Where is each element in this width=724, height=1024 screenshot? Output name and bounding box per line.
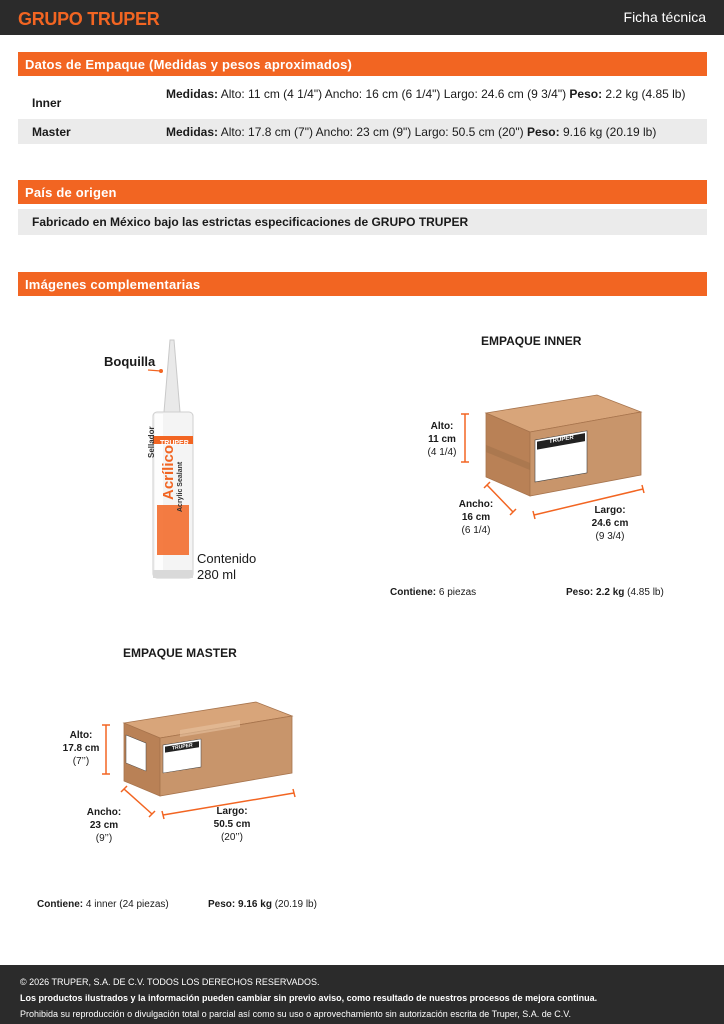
inner-alto-cm: 11 cm (428, 434, 456, 445)
inner-peso-label: Peso: 2.2 kg (566, 587, 625, 598)
boquilla-label: Boquilla (104, 354, 156, 369)
inner-alto-label: Alto: (430, 421, 454, 432)
inner-contiene-value: 6 piezas (436, 587, 477, 598)
master-alto-in: (7’’) (72, 756, 90, 767)
peso-label: Peso: (569, 87, 603, 101)
inner-largo-in: (9 3/4) (595, 531, 625, 542)
medidas-value: Alto: 17.8 cm (7") Ancho: 23 cm (9") Largo: 50.5 cm (20") (218, 124, 527, 139)
master-largo-in: (20’’) (220, 832, 244, 843)
master-peso-label: Peso: 9.16 kg (208, 899, 272, 910)
footer-notice: Los productos ilustrados y la información pueden cambiar sin previo aviso, como resultado de nuestros procesos de mejora continua. (20, 993, 598, 1003)
inner-largo-label: Largo: (594, 505, 626, 516)
master-box-brand: TRUPER (172, 742, 193, 752)
cartridge-text-3: Acrylic Sealant (177, 461, 184, 512)
packaging-section-title: Datos de Empaque (Medidas y pesos aproximados) (18, 52, 707, 76)
inner-ancho-in: (6 1/4) (461, 525, 491, 536)
footer-copyright: © 2026 TRUPER, S.A. DE C.V. TODOS LOS DERECHOS RESERVADOS. (20, 977, 320, 987)
document-type: Ficha técnica (623, 9, 706, 25)
contenido-label: Contenido (197, 551, 257, 566)
cartridge-text-1: Sellador (147, 426, 156, 458)
images-section-title: Imágenes complementarias (18, 272, 707, 296)
cartridge-text-2: Acrílico (160, 444, 177, 500)
master-contiene-label: Contiene: (37, 899, 84, 910)
inner-ancho-cm: 16 cm (461, 512, 491, 523)
contenido-value: 280 ml (197, 567, 237, 582)
master-alto-cm: 17.8 cm (62, 743, 100, 754)
master-peso (208, 899, 317, 910)
row-label: Master (32, 124, 71, 139)
inner-peso-value: (4.85 lb) (624, 587, 664, 598)
footer (0, 965, 724, 1024)
master-ancho-cm: 23 cm (89, 820, 119, 831)
row-label: Inner (32, 96, 62, 110)
master-ancho (80, 806, 128, 845)
peso-value: 9.16 kg (20.19 lb) (559, 124, 657, 139)
inner-largo-cm: 24.6 cm (591, 518, 629, 529)
master-peso-value: (20.19 lb) (271, 899, 317, 910)
master-largo-label: Largo: (216, 806, 248, 817)
master-largo-cm: 50.5 cm (213, 819, 251, 830)
peso-label: Peso: (526, 124, 560, 139)
medidas-value: Alto: 11 cm (4 1/4") Ancho: 16 cm (6 1/4") Largo: 24.6 cm (9 3/4") (218, 87, 570, 101)
medidas-label: Medidas: (166, 124, 219, 139)
inner-box-brand: TRUPER (549, 434, 574, 446)
inner-contiene-label: Contiene: (390, 587, 437, 598)
peso-value: 2.2 kg (4.85 lb) (602, 87, 686, 101)
cartridge-brand: TRUPER (160, 440, 189, 447)
inner-title: EMPAQUE INNER (481, 334, 582, 348)
inner-alto-in: (4 1/4) (427, 447, 457, 458)
master-title: EMPAQUE MASTER (123, 646, 237, 660)
brand-logo: GRUPO TRUPER (18, 9, 160, 29)
master-alto (56, 729, 106, 768)
footer-legal: Prohibida su reproducción o divulgación total o parcial así como su uso o aprovechamiento sin autorización escrita de Truper, S.A. de C.V. (20, 1009, 571, 1019)
master-ancho-label: Ancho: (86, 807, 122, 818)
origin-text: Fabricado en México bajo las estrictas especificaciones de GRUPO TRUPER (18, 209, 707, 235)
master-ancho-in: (9’’) (95, 833, 113, 844)
origin-section-title: País de origen (18, 180, 707, 204)
medidas-label: Medidas: (166, 87, 219, 101)
master-alto-label: Alto: (69, 730, 93, 741)
master-contiene-value: 4 inner (24 piezas) (83, 899, 169, 910)
inner-ancho-label: Ancho: (458, 499, 494, 510)
master-contiene (37, 899, 169, 910)
master-largo (206, 805, 258, 844)
